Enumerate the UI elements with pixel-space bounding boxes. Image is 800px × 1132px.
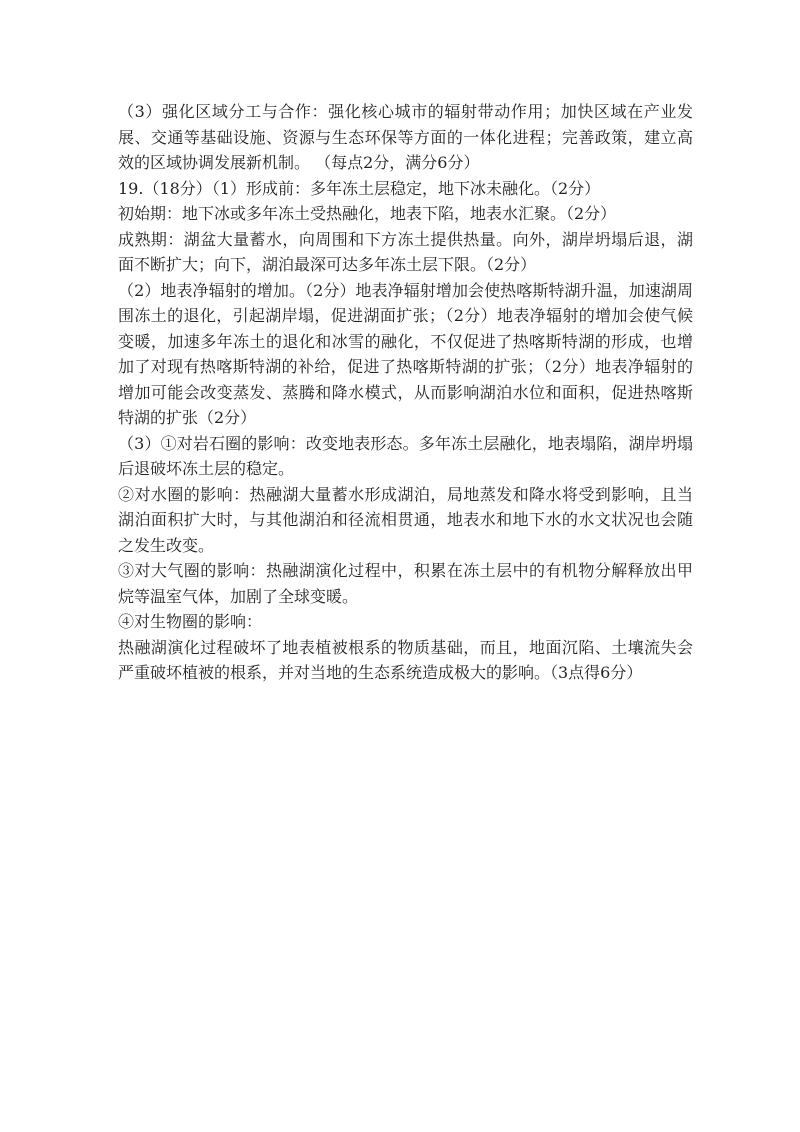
answer-paragraph-q18-3: （3）强化区域分工与合作：强化核心城市的辐射带动作用；加快区域在产业发展、交通等基础设施、资源与生态环保等方面的一体化进程；完善政策，建立高效的区域协调发展新机制。 （每点2分，满分6分） <box>118 102 693 172</box>
answer-paragraph-atmosphere: ③对大气圈的影响：热融湖演化过程中，积累在冻土层中的有机物分解释放出甲烷等温室气体，加剧了全球变暖。 <box>118 561 693 606</box>
answer-text-body <box>118 99 693 686</box>
answer-paragraph-initial-stage: 初始期：地下冰或多年冻土受热融化，地表下陷，地表水汇聚。（2分） <box>118 204 617 223</box>
answer-paragraph-biosphere: 热融湖演化过程破坏了地表植被根系的物质基础，而且，地面沉陷、土壤流失会严重破坏植被的根系，并对当地的生态系统造成极大的影响。（3点得6分） <box>118 637 693 682</box>
answer-paragraph-biosphere-heading: ④对生物圈的影响： <box>118 612 263 631</box>
answer-paragraph-q19-heading: 19.（18分）（1）形成前：多年冻土层稳定，地下冰未融化。（2分） <box>118 178 601 198</box>
answer-paragraph-mature-stage: 成熟期：湖盆大量蓄水，向周围和下方冻土提供热量。向外，湖岸坍塌后退，湖面不断扩大；向下，湖泊最深可达多年冻土层下限。（2分） <box>118 229 693 274</box>
answer-paragraph-lithosphere: （3）①对岩石圈的影响：改变地表形态。多年冻土层融化，地表塌陷，湖岸坍塌后退破坏冻土层的稳定。 <box>118 433 693 478</box>
answer-paragraph-hydrosphere: ②对水圈的影响：热融湖大量蓄水形成湖泊，局地蒸发和降水将受到影响，且当湖泊面积扩大时，与其他湖泊和径流相贯通，地表水和地下水的水文状况也会随之发生改变。 <box>118 484 693 555</box>
answer-paragraph-q19-2: （2）地表净辐射的增加。（2分）地表净辐射增加会使热喀斯特湖升温，加速湖周围冻土的退化，引起湖岸塌，促进湖面扩张；（2分）地表净辐射的增加会使气候变暖，加速多年冻土的退化和冰雪的融化，不仅促进了热喀斯特湖的形成，也增加了对现有热喀斯特湖的补给，促进了热喀斯特湖的扩张；（2分）地表净辐射的增加可能会改变蒸发、蒸腾和降水模式，从而影响湖泊水位和面积，促进热喀斯特湖的扩张（2分） <box>118 280 693 427</box>
